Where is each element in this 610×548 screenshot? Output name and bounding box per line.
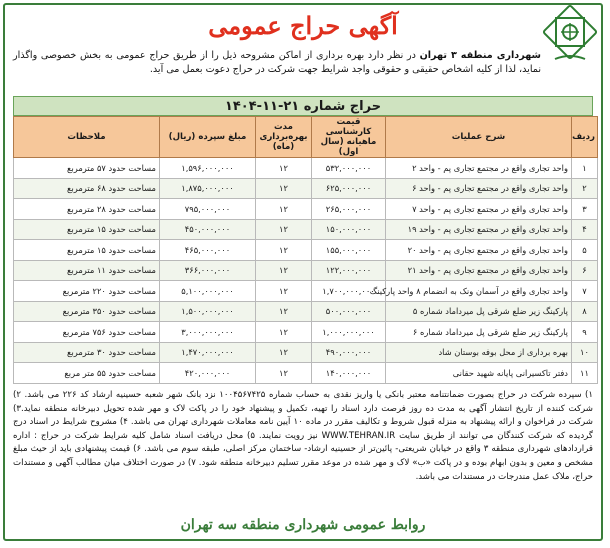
header-notes: ملاحظات: [14, 117, 160, 158]
row-expert-price: ۵۰۰,۰۰۰,۰۰۰: [312, 301, 386, 322]
advertisement-title: آگهی حراج عمومی: [208, 11, 398, 40]
row-notes: مساحت حدود ۳۰ مترمربع: [14, 342, 160, 363]
row-expert-price: ۱۲۲,۰۰۰,۰۰۰: [312, 260, 386, 281]
row-notes: مساحت حدود ۱۵ مترمربع: [14, 240, 160, 261]
row-expert-price: ۱۵۰,۰۰۰,۰۰۰: [312, 219, 386, 240]
row-description: واحد تجاری واقع در مجتمع تجاری پم - واحد ۶: [386, 178, 572, 199]
intro-paragraph: [13, 49, 541, 77]
row-expert-price: ۶۲۵,۰۰۰,۰۰۰: [312, 178, 386, 199]
row-expert-price: ۱,۷۰۰,۰۰۰,۰۰۰: [312, 281, 386, 302]
table-header-row: [14, 117, 598, 158]
row-description: دفتر تاکسیرانی پایانه شهید حقانی: [386, 363, 572, 384]
row-duration: ۱۲: [256, 199, 312, 220]
row-description: واحد تجاری واقع در مجتمع تجاری پم - واحد ۲: [386, 158, 572, 179]
row-deposit: ۴۲۰,۰۰۰,۰۰۰: [160, 363, 256, 384]
row-description: واحد تجاری واقع در مجتمع تجاری پم - واحد ۲۰: [386, 240, 572, 261]
header-expert-price: قیمت کارشناسی ماهیانه (سال اول): [312, 117, 386, 158]
table-row: [14, 342, 598, 363]
row-number: ۷: [572, 281, 598, 302]
row-expert-price: ۲۶۵,۰۰۰,۰۰۰: [312, 199, 386, 220]
advertisement-frame: [3, 3, 603, 541]
auction-table: [13, 116, 598, 384]
row-notes: مساحت حدود ۳۵۰ مترمربع: [14, 301, 160, 322]
row-number: ۳: [572, 199, 598, 220]
row-number: ۱۰: [572, 342, 598, 363]
header-deposit: مبلغ سپرده (ریال): [160, 117, 256, 158]
row-duration: ۱۲: [256, 260, 312, 281]
header-duration: مدت بهره‌برداری (ماه): [256, 117, 312, 158]
row-number: ۸: [572, 301, 598, 322]
row-notes: مساحت حدود ۲۸ مترمربع: [14, 199, 160, 220]
row-deposit: ۵,۱۰۰,۰۰۰,۰۰۰: [160, 281, 256, 302]
table-row: [14, 158, 598, 179]
table-row: [14, 219, 598, 240]
row-deposit: ۷۹۵,۰۰۰,۰۰۰: [160, 199, 256, 220]
row-expert-price: ۵۳۲,۰۰۰,۰۰۰: [312, 158, 386, 179]
row-expert-price: ۱,۰۰۰,۰۰۰,۰۰۰: [312, 322, 386, 343]
table-row: [14, 322, 598, 343]
public-relations-signature: روابط عمومی شهرداری منطقه سه تهران: [180, 517, 426, 533]
row-duration: ۱۲: [256, 322, 312, 343]
row-description: واحد تجاری واقع در مجتمع تجاری پم - واحد ۲۱: [386, 260, 572, 281]
row-expert-price: ۴۹۰,۰۰۰,۰۰۰: [312, 342, 386, 363]
row-notes: مساحت حدود ۷۵۶ مترمربع: [14, 322, 160, 343]
row-duration: ۱۲: [256, 219, 312, 240]
row-number: ۹: [572, 322, 598, 343]
row-deposit: ۴۵۰,۰۰۰,۰۰۰: [160, 219, 256, 240]
row-deposit: ۳,۰۰۰,۰۰۰,۰۰۰: [160, 322, 256, 343]
row-number: ۱۱: [572, 363, 598, 384]
row-number: ۲: [572, 178, 598, 199]
row-number: ۶: [572, 260, 598, 281]
row-expert-price: ۱۵۵,۰۰۰,۰۰۰: [312, 240, 386, 261]
row-notes: مساحت حدود ۶۸ مترمربع: [14, 178, 160, 199]
row-notes: مساحت حدود ۵۷ مترمربع: [14, 158, 160, 179]
row-description: واحد تجاری واقع در مجتمع تجاری پم - واحد ۷: [386, 199, 572, 220]
table-row: [14, 178, 598, 199]
row-number: ۴: [572, 219, 598, 240]
row-description: پارکینگ زیر ضلع شرقی پل میرداماد شماره ۵: [386, 301, 572, 322]
row-duration: ۱۲: [256, 178, 312, 199]
row-duration: ۱۲: [256, 301, 312, 322]
table-row: [14, 260, 598, 281]
row-duration: ۱۲: [256, 342, 312, 363]
row-duration: ۱۲: [256, 363, 312, 384]
row-description: واحد تجاری واقع در مجتمع تجاری پم - واحد ۱۹: [386, 219, 572, 240]
row-description: واحد تجاری واقع در آسمان ونک به انضمام ۸ واحد پارکینگ: [386, 281, 572, 302]
row-deposit: ۱,۴۷۰,۰۰۰,۰۰۰: [160, 342, 256, 363]
conditions-paragraph: ۱) سپرده شرکت در حراج بصورت ضمانتنامه معتبر بانکی یا واریز نقدی به حساب شماره ۱۰۰۴۵۶۷۴۲۵ نزد بانک شهر شعبه حسینیه ارشاد کد ۲۲۶ می باشد. ۲) شرکت کننده از تاریخ انتشار آگهی به‌ مدت ده روز فرصت دارد اسناد را تهیه، تکمیل و پیشنهاد خود را در پاکت لاک و مهر شده تحویل دبیرخانه منطقه نماید.۳) شرکت در فراخوان و ارائه پیشنهاد به منزله قبول شروط و تکالیف مقرر در ماده ۱۰ آیین نامه معاملات شهرداری تهران می باشد. ۴) مشروح شرایط در اسناد درج گردیده که شرکت کنندگان می توانند از طریق سایت WWW.TEHRAN.IR نیز رویت نمایند. ۵) محل دریافت اسناد شامل کلیه شرایط شرکت در حراج : اداره قراردادهای شهرداری منطقه ۳ واقع در خیابان شریعتی- پائین‌تر از حسینیه ارشاد- ساختمان مرکز اصلی، طبقه سوم می باشد. ۶) قیمت پیشنهادی باید از حیث مبلغ مشخص و معین و بدون ابهام بوده و در پاکت «ب» لاک و مهر شده در موعد مقرر تسلیم دبیرخانه منطقه شود. ۷) در صورت اختلاف میان مطالب آگهی و مستندات حراج، ملاک عمل مندرجات در مستندات می باشد.: [13, 390, 594, 482]
row-duration: ۱۲: [256, 281, 312, 302]
auction-number-title: حراج شماره ۲۱-۱۱-۱۴۰۴: [13, 96, 593, 116]
intro-text: در نظر دارد بهره برداری از اماکن مشروحه ذیل را از طریق حراج عمومی به بخش خصوصی واگذار نماید، لذا از کلیه اشخاص حقیقی و حقوقی واجد شرایط جهت شرکت در حراج دعوت بعمل می آید.: [13, 50, 541, 75]
row-notes: مساحت حدود ۵۵ متر مربع: [14, 363, 160, 384]
table-row: [14, 281, 598, 302]
row-duration: ۱۲: [256, 240, 312, 261]
row-description: پارکینگ زیر ضلع شرقی پل میرداماد شماره ۶: [386, 322, 572, 343]
row-number: ۵: [572, 240, 598, 261]
header-description: شرح عملیات: [386, 117, 572, 158]
row-expert-price: ۱۴۰,۰۰۰,۰۰۰: [312, 363, 386, 384]
row-deposit: ۳۶۶,۰۰۰,۰۰۰: [160, 260, 256, 281]
table-row: [14, 301, 598, 322]
row-deposit: ۱,۵۰۰,۰۰۰,۰۰۰: [160, 301, 256, 322]
table-row: [14, 199, 598, 220]
row-deposit: ۱,۵۹۶,۰۰۰,۰۰۰: [160, 158, 256, 179]
header-row-number: ردیف: [572, 117, 598, 158]
row-notes: مساحت حدود ۱۵ مترمربع: [14, 219, 160, 240]
row-deposit: ۱,۸۷۵,۰۰۰,۰۰۰: [160, 178, 256, 199]
table-body: [14, 158, 598, 384]
row-duration: ۱۲: [256, 158, 312, 179]
row-description: بهره برداری از محل بوفه بوستان شاد: [386, 342, 572, 363]
row-notes: مساحت حدود ۲۲۰ مترمربع: [14, 281, 160, 302]
table-row: [14, 240, 598, 261]
row-deposit: ۴۶۵,۰۰۰,۰۰۰: [160, 240, 256, 261]
row-notes: مساحت حدود ۱۱ مترمربع: [14, 260, 160, 281]
row-number: ۱: [572, 158, 598, 179]
table-row: [14, 363, 598, 384]
organization-name: شهرداری منطقه ۳ تهران: [419, 50, 541, 61]
